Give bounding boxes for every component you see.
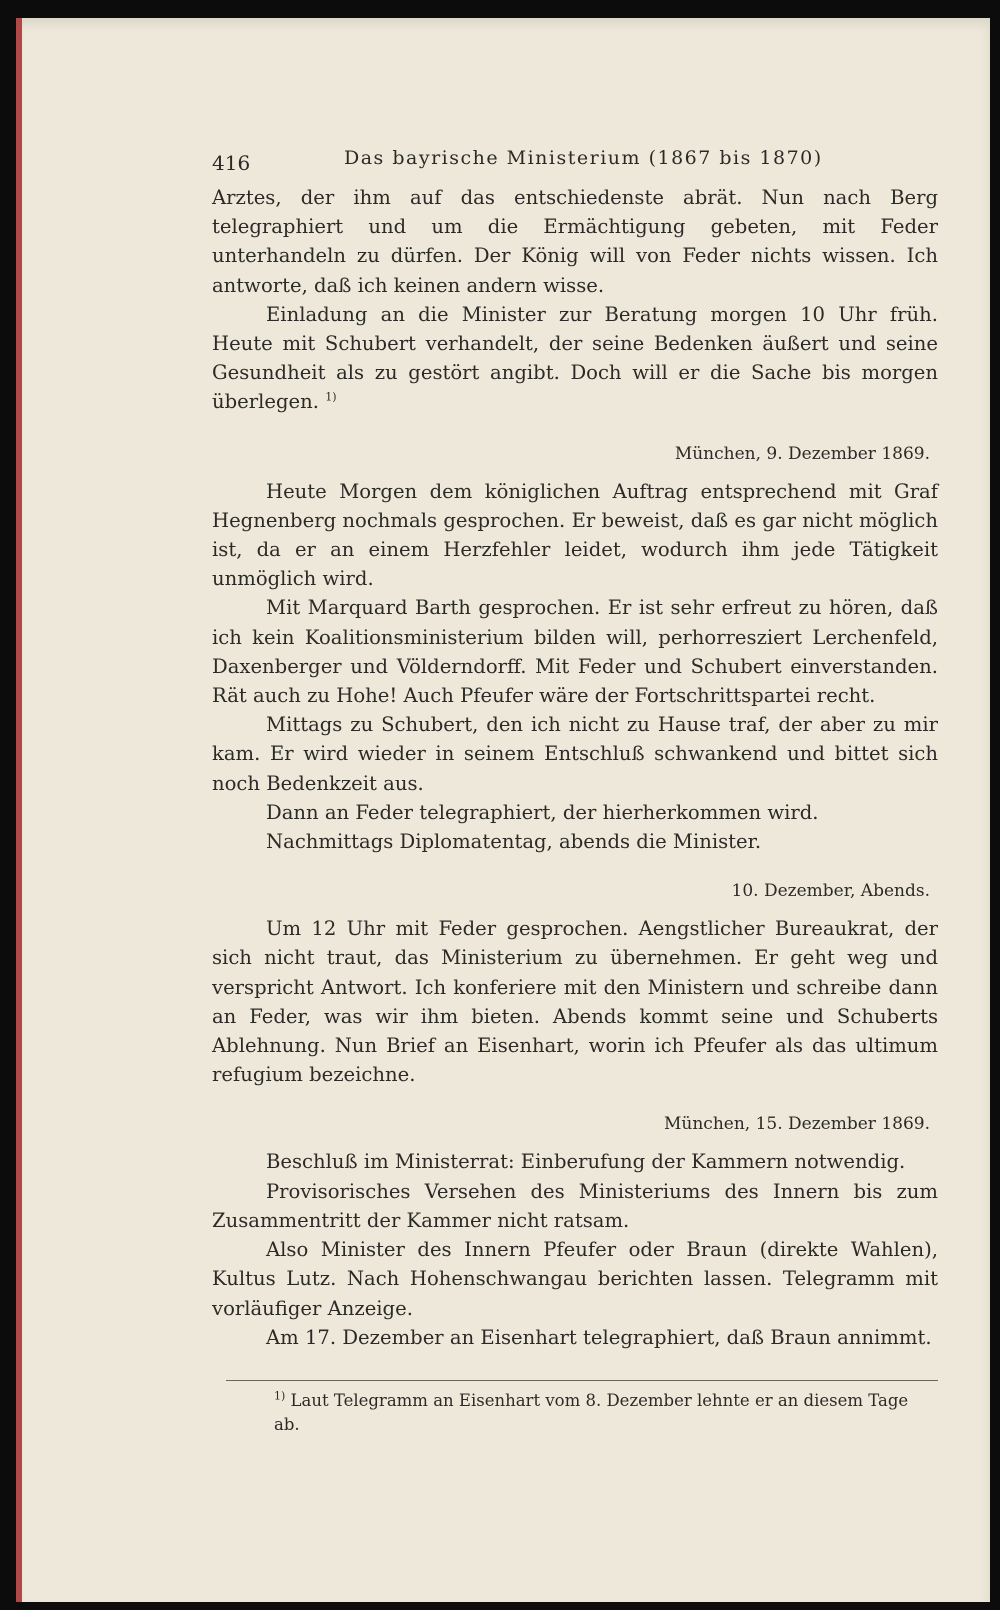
page-content xyxy=(212,143,938,1437)
page-number: 416 xyxy=(212,151,251,175)
entry-paragraph: Am 17. Dezember an Eisenhart telegraphiert, daß Braun annimmt. xyxy=(266,1325,932,1349)
paragraph-intro-2: Einladung an die Minister zur Beratung morgen 10 Uhr früh. Heute mit Schubert verhandelt, der seine Bedenken äußert und seine Gesundheit als zu gestört angibt. Doch will er die Sache bis morgen überlegen. $^{1)}$ xyxy=(212,302,938,414)
entry-paragraph: Beschluß im Ministerrat: Einberufung der Kammern notwendig. xyxy=(266,1150,906,1174)
footnote-text: Laut Telegramm an Eisenhart vom 8. Dezember lehnte er an diesem Tage ab. xyxy=(274,1390,909,1434)
page-header xyxy=(212,143,938,183)
entry-paragraph: Mittags zu Schubert, den ich nicht zu Hause traf, der aber zu mir kam. Er wird wieder in seinem Entschluß schwankend und bittet sich noch Bedenkzeit aus. xyxy=(212,713,938,795)
entry-date: München, 15. Dezember 1869. xyxy=(664,1114,930,1135)
entry-date: 10. Dezember, Abends. xyxy=(731,881,930,902)
paragraph-intro-1: Arztes, der ihm auf das entschiedenste abrät. Nun nach Berg telegraphiert und um die Ermächtigung gebeten, mit Feder unterhandeln zu dürfen. Der König will von Feder nichts wissen. Ich antworte, daß ich keinen andern wisse. xyxy=(212,186,938,297)
entry-paragraph: Provisorisches Versehen des Ministeriums des Innern bis zum Zusammentritt der Kammer nicht ratsam. xyxy=(212,1179,938,1232)
entry-date: München, 9. Dezember 1869. xyxy=(674,443,930,464)
entry-paragraph: Nachmittags Diplomatentag, abends die Minister. xyxy=(266,830,762,854)
footnote-marker: 1) xyxy=(274,1389,286,1403)
footnote xyxy=(274,1389,938,1437)
running-title: Das bayrische Ministerium (1867 bis 1870) xyxy=(344,147,823,169)
entry-paragraph: Also Minister des Innern Pfeufer oder Braun (direkte Wahlen), Kultus Lutz. Nach Hohenschwangau berichten lassen. Telegramm mit vorläufiger Anzeige. xyxy=(212,1238,938,1320)
footnote-divider xyxy=(226,1380,938,1381)
entry-paragraph: Mit Marquard Barth gesprochen. Er ist sehr erfreut zu hören, daß ich kein Koalitionsministerium bilden will, perhorresziert Lerchenfeld, Daxenberger und Völderndorff. Mit Feder und Schubert einverstanden. Rät auch zu Hohe! Auch Pfeufer wäre der Fortschrittspartei recht. xyxy=(212,596,938,708)
entry-paragraph: Heute Morgen dem königlichen Auftrag entsprechend mit Graf Hegnenberg nochmals gesprochen. Er beweist, daß es gar nicht möglich ist, da er an einem Herzfehler leidet, wodurch ihm jede Tätigkeit unmöglich wird. xyxy=(212,479,938,591)
footnote-reference: 1) xyxy=(325,390,337,404)
book-page xyxy=(16,18,990,1602)
entry-paragraph: Dann an Feder telegraphiert, der hierherkommen wird. xyxy=(266,800,819,824)
entry-paragraph: Um 12 Uhr mit Feder gesprochen. Aengstlicher Bureaukrat, der sich nicht traut, das Ministerium zu übernehmen. Er geht weg und verspricht Antwort. Ich konferiere mit den Ministern und schreibe dann an Feder, was wir ihm bieten. Abends kommt seine und Schuberts Ablehnung. Nun Brief an Eisenhart, worin ich Pfeufer als das ultimum refugium bezeichne. xyxy=(212,917,938,1087)
